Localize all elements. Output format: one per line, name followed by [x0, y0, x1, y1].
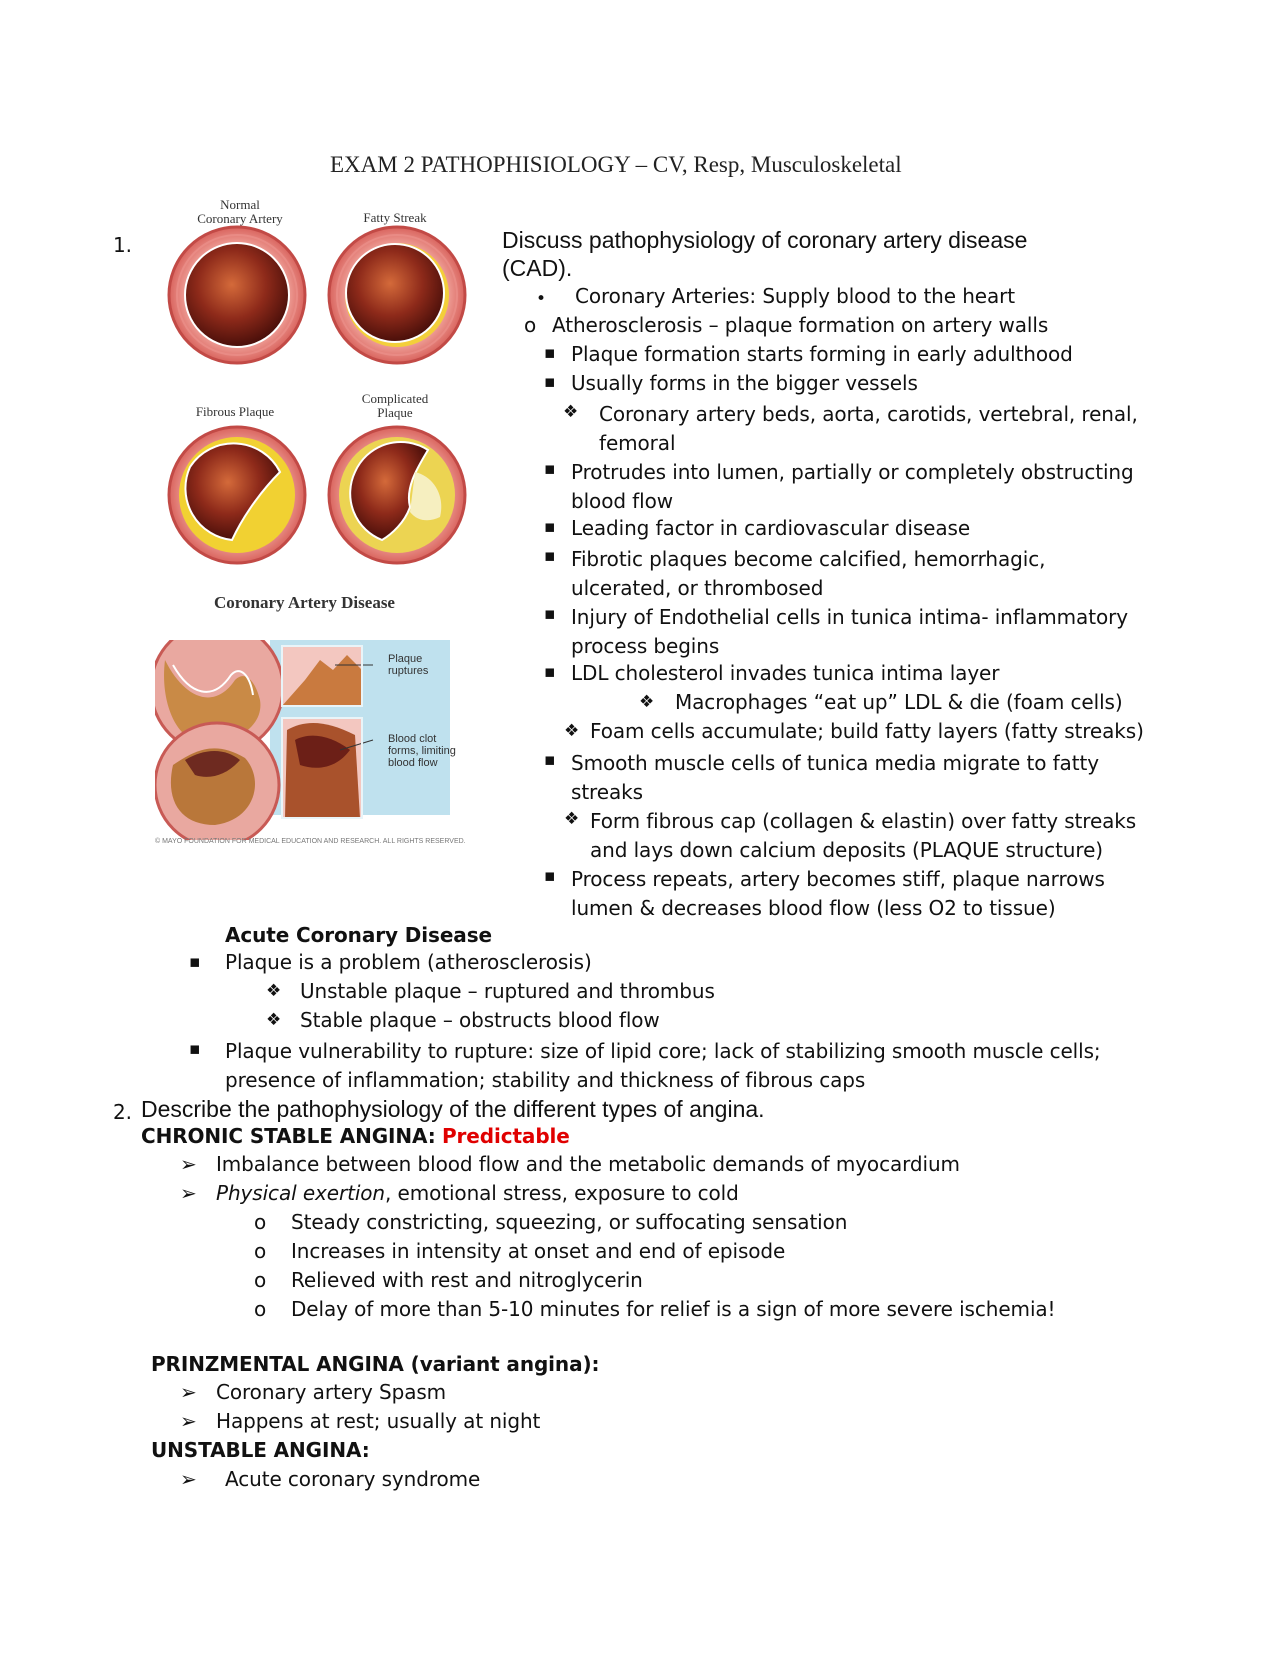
prinz-text-2: Happens at rest; usually at night — [216, 1409, 541, 1433]
q1-text-1: Coronary Arteries: Supply blood to the heart — [575, 284, 1016, 308]
q1-text-13: Smooth muscle cells of tunica media migrate to fatty streaks — [571, 751, 1099, 804]
predictable-tag: Predictable — [441, 1124, 570, 1148]
acute-heading: Acute Coronary Disease — [225, 923, 492, 947]
chronic-text-4: Increases in intensity at onset and end of episode — [291, 1239, 786, 1263]
q1-text-9: Injury of Endothelial cells in tunica intima- inflammatory process begins — [571, 605, 1128, 658]
chronic-text-6: Delay of more than 5-10 minutes for relief is a sign of more severe ischemia! — [291, 1297, 1056, 1321]
q1-line-1: • — [536, 289, 546, 309]
artery-complicated-plaque — [329, 427, 465, 563]
q1-question: Discuss pathophysiology of coronary artery disease (CAD). — [502, 227, 1028, 281]
q1-text-11: Macrophages “eat up” LDL & die (foam cells) — [675, 690, 1123, 714]
figure2-copyright: © MAYO FOUNDATION FOR MEDICAL EDUCATION AND RESEARCH. ALL RIGHTS RESERVED. — [155, 838, 466, 845]
bullet-arrow: ➢ — [180, 1152, 197, 1176]
artery-fatty-streak — [329, 227, 465, 363]
label-fibrous: Fibrous Plaque — [195, 404, 275, 419]
artery-fibrous-plaque — [169, 427, 305, 563]
q1-text-15: Process repeats, artery becomes stiff, plaque narrows lumen & decreases blood flow (less O2 to tissue) — [571, 867, 1105, 920]
bullet-square: ▪ — [544, 604, 556, 624]
prinz-text-1: Coronary artery Spasm — [216, 1380, 447, 1404]
bullet-o: o — [254, 1239, 267, 1263]
q1-text-2: Atherosclerosis – plaque formation on artery walls — [552, 313, 1049, 337]
bullet-arrow: ➢ — [180, 1380, 197, 1404]
q1-text-5: Coronary artery beds, aorta, carotids, vertebral, renal, femoral — [599, 402, 1138, 455]
acute-text-1: Plaque is a problem (atherosclerosis) — [225, 950, 592, 974]
chronic-text-2: Physical exertion, emotional stress, exposure to cold — [216, 1181, 739, 1205]
bullet-diamond: ❖ — [563, 402, 579, 422]
chronic-text-3: Steady constricting, squeezing, or suffocating sensation — [291, 1210, 848, 1234]
unstable-text-1: Acute coronary syndrome — [225, 1467, 481, 1491]
bullet-square: ▪ — [544, 372, 556, 392]
bullet-o: o — [254, 1268, 267, 1292]
q1-text-14: Form fibrous cap (collagen & elastin) over fatty streaks and lays down calcium deposits (PLAQUE structure) — [590, 809, 1137, 862]
chronic-heading: CHRONIC STABLE ANGINA: Predictable — [141, 1124, 570, 1148]
bullet-diamond: ❖ — [266, 981, 282, 1001]
bullet-diamond: ❖ — [564, 809, 580, 829]
bullet-square: ▪ — [189, 952, 201, 972]
q1-text-12: Foam cells accumulate; build fatty layers (fatty streaks) — [590, 719, 1144, 743]
q1-text-7: Leading factor in cardiovascular disease — [571, 516, 971, 540]
q1-text-4: Usually forms in the bigger vessels — [571, 371, 918, 395]
bullet-square: ▪ — [544, 662, 556, 682]
q1-text-8: Fibrotic plaques become calcified, hemorrhagic, ulcerated, or thrombosed — [571, 547, 1046, 600]
prinz-heading: PRINZMENTAL ANGINA (variant angina): — [151, 1352, 600, 1376]
label-fatty: Fatty Streak — [363, 210, 427, 225]
bullet-o: o — [254, 1210, 267, 1234]
bullet-square: ▪ — [544, 343, 556, 363]
acute-text-2: Unstable plaque – ruptured and thrombus — [300, 979, 715, 1003]
bullet-square: ▪ — [544, 459, 556, 479]
bullet-o: o — [254, 1297, 267, 1321]
label-plaque-ruptures: Plaque ruptures — [388, 653, 429, 677]
unstable-heading: UNSTABLE ANGINA: — [151, 1438, 370, 1462]
label-normal: Normal Coronary Artery — [197, 197, 283, 226]
bullet-square: ▪ — [544, 517, 556, 537]
bullet-arrow: ➢ — [180, 1409, 197, 1433]
bullet-diamond: ❖ — [266, 1010, 282, 1030]
bullet-diamond: ❖ — [639, 692, 655, 712]
bullet-o: o — [524, 313, 537, 337]
bullet-square: ▪ — [544, 546, 556, 566]
acute-text-3: Stable plaque – obstructs blood flow — [300, 1008, 660, 1032]
bullet-square: ▪ — [544, 750, 556, 770]
chronic-text-5: Relieved with rest and nitroglycerin — [291, 1268, 643, 1292]
q1-number: 1. — [113, 233, 132, 257]
q1-text-6: Protrudes into lumen, partially or completely obstructing blood flow — [571, 460, 1134, 513]
bullet-square: ▪ — [189, 1039, 201, 1059]
bullet-diamond: ❖ — [564, 721, 580, 741]
figure1-caption: Coronary Artery Disease — [214, 593, 395, 612]
bullet-arrow: ➢ — [180, 1181, 197, 1205]
acute-text-4: Plaque vulnerability to rupture: size of lipid core; lack of stabilizing smooth muscle cells; presence of inflammation; stability and thickness of fibrous caps — [225, 1039, 1101, 1092]
cad-stages-illustration — [160, 222, 480, 592]
bullet-square: ▪ — [544, 866, 556, 886]
q2-question: Describe the pathophysiology of the different types of angina. — [141, 1096, 765, 1122]
q1-text-10: LDL cholesterol invades tunica intima layer — [571, 661, 1000, 685]
q1-text-3: Plaque formation starts forming in early adulthood — [571, 342, 1073, 366]
bullet-arrow: ➢ — [180, 1467, 197, 1491]
label-complicated: Complicated Plaque — [361, 391, 429, 420]
artery-normal — [169, 227, 305, 363]
q2-number: 2. — [113, 1100, 132, 1124]
chronic-text-1: Imbalance between blood flow and the metabolic demands of myocardium — [216, 1152, 960, 1176]
page-title: EXAM 2 PATHOPHISIOLOGY – CV, Resp, Musculoskeletal — [330, 152, 902, 177]
label-blood-clot: Blood clot forms, limiting blood flow — [388, 733, 456, 769]
